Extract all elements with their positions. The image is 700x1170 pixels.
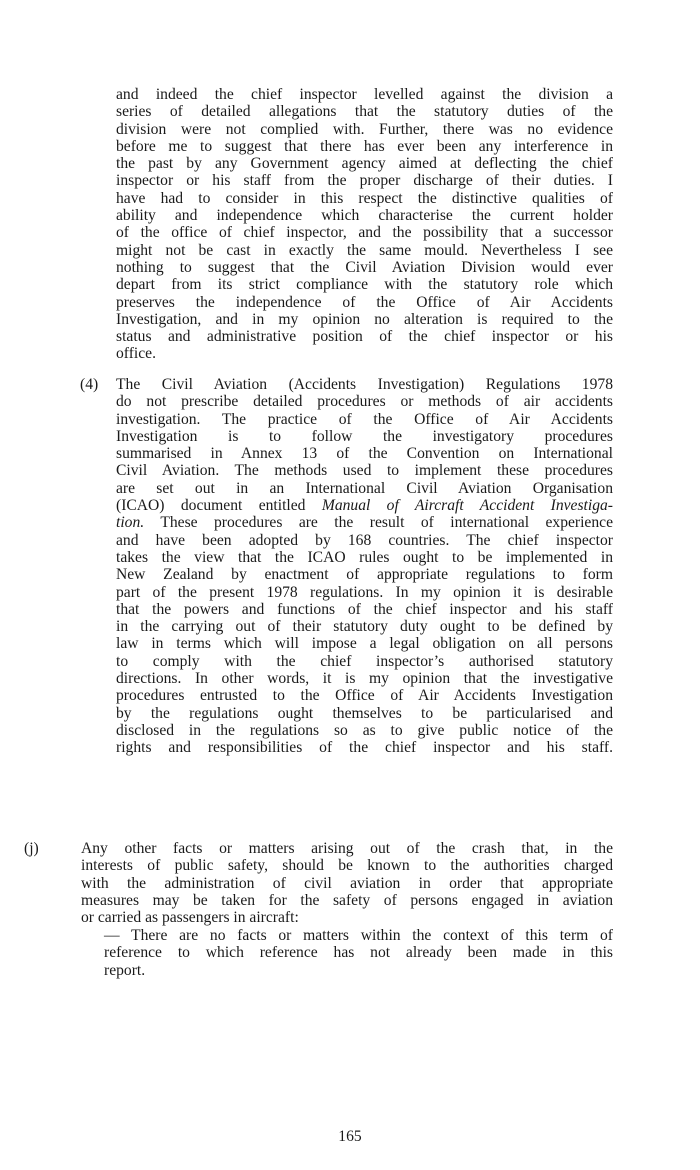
text-line: in the carrying out of their statutory duty ought to be defined by <box>116 618 613 636</box>
item-4-paragraph <box>116 376 613 757</box>
text-line: status and administrative position of the chief inspector or his <box>116 328 613 346</box>
text-line: or carried as passengers in aircraft: <box>81 909 299 927</box>
text-line: report. <box>104 961 146 979</box>
text-line: rights and responsibilities of the chief inspector and his staff. <box>116 739 613 757</box>
page-number: 165 <box>338 1128 362 1145</box>
text-line: have had to consider in this respect the distinctive qualities of <box>116 189 613 207</box>
text-line: and indeed the chief inspector levelled against the division a <box>116 86 613 103</box>
text-line: procedures entrusted to the Office of Air Accidents Investigation <box>116 687 613 705</box>
text-fragment: (ICAO) document entitled <box>116 497 306 515</box>
text-line: — There are no facts or matters within the context of this term of <box>104 927 613 944</box>
text-line: Any other facts or matters arising out of the crash that, in the <box>81 840 613 857</box>
text-line: Investigation is to follow the investigatory procedures <box>116 427 613 445</box>
text-fragment: These procedures are the result of international experience <box>160 514 613 532</box>
text-line: and have been adopted by 168 countries. The chief inspector <box>116 531 613 549</box>
text-line: directions. In other words, it is my opinion that the investigative <box>116 670 613 688</box>
text-line: takes the view that the ICAO rules ought to be implemented in <box>116 548 613 566</box>
text-line: to comply with the chief inspector’s authorised statutory <box>116 652 613 670</box>
text-line: by the regulations ought themselves to be particularised and <box>116 704 613 722</box>
text-line: investigation. The practice of the Office of Air Accidents <box>116 410 613 428</box>
text-line: depart from its strict compliance with the statutory role which <box>116 276 613 294</box>
text-line: law in terms which will impose a legal obligation on all persons <box>116 635 613 653</box>
text-line: series of detailed allegations that the statutory duties of the <box>116 103 613 121</box>
text-line: might not be cast in exactly the same mould. Nevertheless I see <box>116 241 613 259</box>
text-line: The Civil Aviation (Accidents Investigation) Regulations 1978 <box>116 376 613 393</box>
text-line: with the administration of civil aviation in order that appropriate <box>81 874 613 892</box>
text-line <box>116 497 613 514</box>
text-line: nothing to suggest that the Civil Aviation Division would ever <box>116 258 613 276</box>
item-4-marker: (4) <box>80 376 99 393</box>
document-title-continued: tion. <box>116 514 145 532</box>
text-line: reference to which reference has not already been made in this <box>104 944 613 962</box>
text-line: ability and independence which characterise the current holder <box>116 207 613 225</box>
text-line: New Zealand by enactment of appropriate regulations to form <box>116 566 613 584</box>
text-line <box>116 514 613 531</box>
continuation-paragraph <box>116 86 613 363</box>
text-line: summarised in Annex 13 of the Convention on International <box>116 445 613 463</box>
text-line: disclosed in the regulations so as to give public notice of the <box>116 721 613 739</box>
text-line: measures may be taken for the safety of persons engaged in aviation <box>81 891 613 909</box>
text-line: inspector or his staff from the proper discharge of their duties. I <box>116 172 613 190</box>
text-line: division were not complied with. Further, there was no evidence <box>116 120 613 138</box>
item-j-response <box>104 927 613 979</box>
text-line: Investigation, and in my opinion no alteration is required to the <box>116 310 613 328</box>
text-line: office. <box>116 345 156 363</box>
text-line: of the office of chief inspector, and the possibility that a successor <box>116 224 613 242</box>
text-line: that the powers and functions of the chief inspector and his staff <box>116 600 613 618</box>
text-line: Civil Aviation. The methods used to implement these procedures <box>116 462 613 480</box>
text-line: do not prescribe detailed procedures or methods of air accidents <box>116 393 613 411</box>
document-title: Manual of Aircraft Accident Investiga- <box>321 497 613 515</box>
text-line: the past by any Government agency aimed at deflecting the chief <box>116 155 613 173</box>
text-line: interests of public safety, should be known to the authorities charged <box>81 857 613 875</box>
item-j-marker: (j) <box>24 840 39 857</box>
text-line: part of the present 1978 regulations. In my opinion it is desirable <box>116 583 613 601</box>
text-line: before me to suggest that there has ever been any interference in <box>116 137 613 155</box>
text-line: are set out in an International Civil Aviation Organisation <box>116 479 613 497</box>
item-j-paragraph <box>81 840 613 926</box>
text-line: preserves the independence of the Office of Air Accidents <box>116 293 613 311</box>
